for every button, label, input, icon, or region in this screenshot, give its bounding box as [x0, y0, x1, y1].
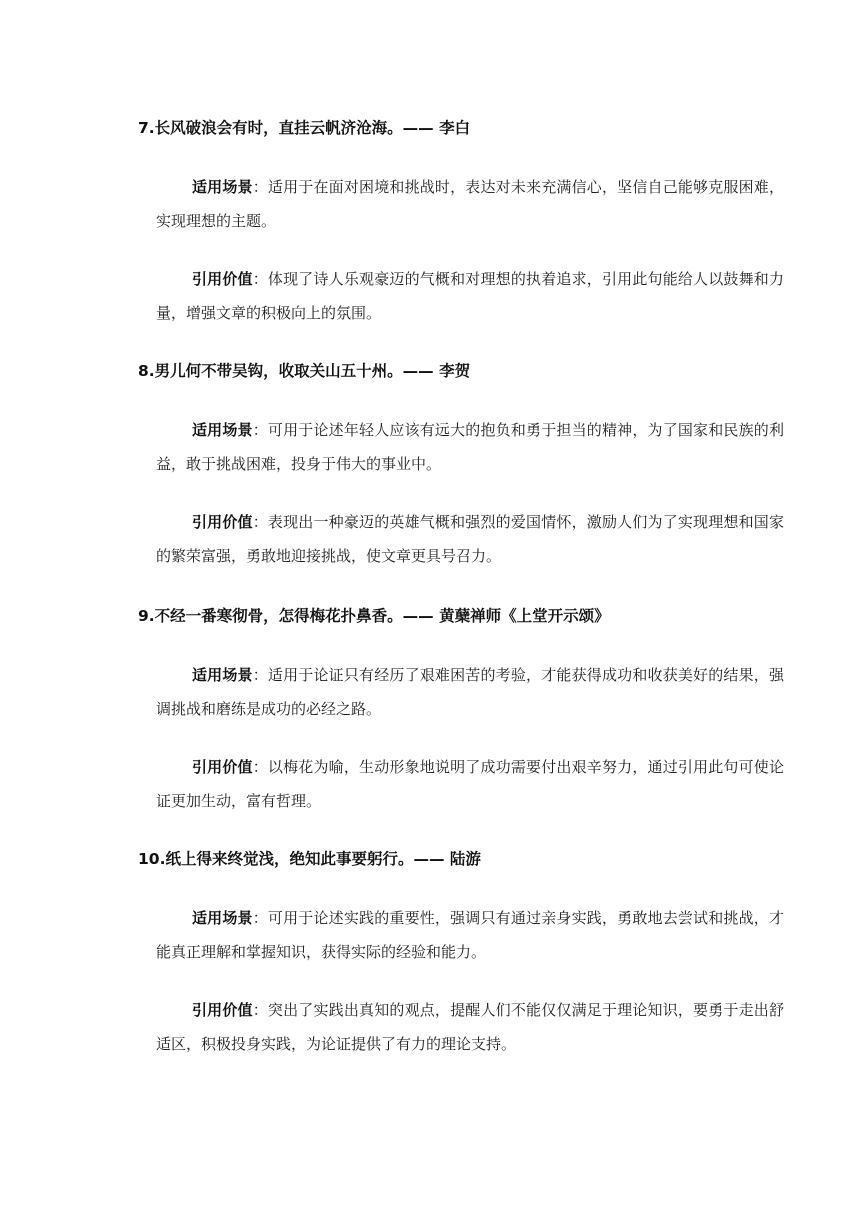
scene-text: ：适用于在面对困境和挑战时，表达对未来充满信心，坚信自己能够克服困难，实现理想的主题。 [156, 178, 784, 230]
value-paragraph [156, 505, 784, 573]
scene-label: 适用场景 [192, 666, 253, 684]
value-text: ：以梅花为喻，生动形象地说明了成功需要付出艰辛努力，通过引用此句可使论证更加生动，富有哲理。 [156, 758, 784, 810]
scene-text: ：可用于论述年轻人应该有远大的抱负和勇于担当的精神，为了国家和民族的利益，敢于挑战困难，投身于伟大的事业中。 [156, 421, 784, 473]
quote-heading: 10.纸上得来终觉浅，绝知此事要躬行。—— 陆游 [138, 850, 481, 868]
value-paragraph [156, 750, 784, 818]
scene-label: 适用场景 [192, 421, 253, 439]
value-text: ：突出了实践出真知的观点，提醒人们不能仅仅满足于理论知识，要勇于走出舒适区，积极投身实践，为论证提供了有力的理论支持。 [156, 1001, 784, 1053]
quote-heading: 7.长风破浪会有时，直挂云帆济沧海。—— 李白 [138, 119, 471, 137]
scene-paragraph [156, 170, 784, 238]
value-label: 引用价值 [192, 270, 253, 288]
value-label: 引用价值 [192, 1001, 253, 1019]
scene-label: 适用场景 [192, 909, 253, 927]
scene-text: ：可用于论述实践的重要性，强调只有通过亲身实践，勇敢地去尝试和挑战，才能真正理解和掌握知识，获得实际的经验和能力。 [156, 909, 784, 961]
scene-text: ：适用于论证只有经历了艰难困苦的考验，才能获得成功和收获美好的结果，强调挑战和磨练是成功的必经之路。 [156, 666, 784, 718]
scene-paragraph [156, 658, 784, 726]
quote-heading: 9.不经一番寒彻骨，怎得梅花扑鼻香。—— 黄蘖禅师《上堂开示颂》 [138, 607, 610, 625]
scene-paragraph [156, 413, 784, 481]
scene-paragraph [156, 901, 784, 969]
value-text: ：表现出一种豪迈的英雄气概和强烈的爱国情怀，激励人们为了实现理想和国家的繁荣富强，勇敢地迎接挑战，使文章更具号召力。 [156, 513, 784, 565]
scene-label: 适用场景 [192, 178, 253, 196]
value-label: 引用价值 [192, 758, 253, 776]
value-paragraph [156, 262, 784, 330]
quote-heading: 8.男儿何不带吴钩，收取关山五十州。—— 李贺 [138, 362, 471, 380]
value-paragraph [156, 993, 784, 1061]
value-label: 引用价值 [192, 513, 253, 531]
value-text: ：体现了诗人乐观豪迈的气概和对理想的执着追求，引用此句能给人以鼓舞和力量，增强文章的积极向上的氛围。 [156, 270, 784, 322]
